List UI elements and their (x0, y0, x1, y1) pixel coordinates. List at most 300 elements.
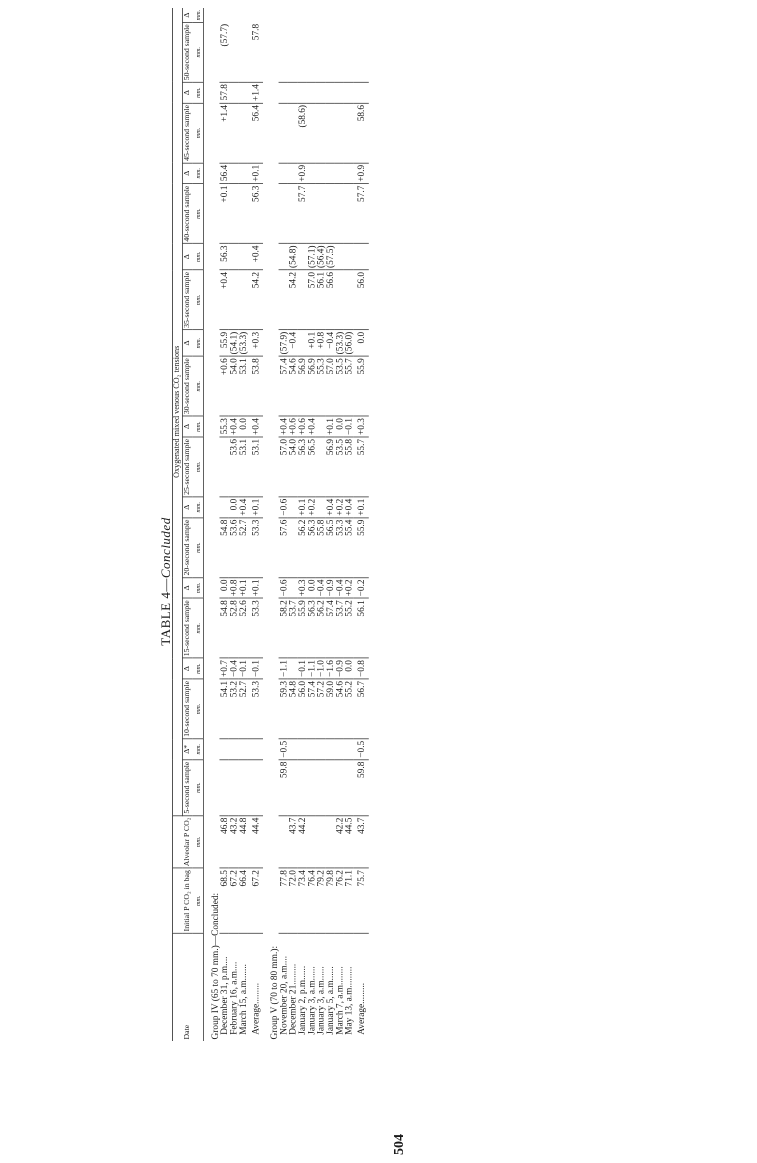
average-row (353, 8, 369, 1041)
table-cell (325, 103, 334, 163)
table-cell (238, 760, 247, 816)
unit-label: mm. (192, 103, 203, 163)
table-cell (353, 22, 369, 82)
table-cell (344, 22, 353, 82)
table-cell: (53.3) (237, 331, 249, 355)
unit-label: mm. (192, 8, 203, 22)
table-cell: 52.7 (238, 679, 247, 739)
table-cell: +0.4 (247, 416, 263, 437)
table-cell: (54.8) (287, 245, 299, 269)
table-cell: −0.1 (343, 418, 355, 436)
table-cell: 56.7 (353, 679, 369, 739)
unit-label: mm. (192, 739, 203, 760)
column-header: Δ (183, 8, 193, 22)
table-cell: 55.9 (219, 330, 228, 356)
table-cell (307, 816, 316, 869)
table-cell: 57.7 (353, 184, 369, 244)
row-label: December 31, p.m.... (218, 956, 230, 1035)
table-cell (229, 22, 238, 82)
table-cell: 52.7 (238, 518, 247, 578)
table-cell: (56.4) (315, 245, 327, 269)
unit-label: mm. (192, 22, 203, 82)
unit-label: mm. (192, 82, 203, 103)
table-row (238, 8, 247, 1041)
table-cell: 46.8 (219, 816, 228, 869)
table-cell: 54.0 (229, 356, 238, 416)
table-cell: 55.2 (344, 598, 353, 658)
table-cell: +0.2 (343, 579, 355, 597)
group-label: Group IV (65 to 70 mm.)—Concluded: (209, 892, 221, 1040)
row-label: January 3, a.m...... (315, 966, 327, 1035)
table-cell (325, 163, 334, 184)
table-cell: 0.0 (344, 658, 353, 679)
table-cell: (57.9) (277, 331, 289, 355)
table-cell: −0.5 (277, 740, 289, 758)
unit-label: mm. (192, 598, 203, 658)
unit-label: mm. (192, 244, 203, 270)
column-header: Δ (183, 577, 193, 598)
oxygenated-header: Oxygenated mixed venous CO₂ tensions (172, 8, 182, 815)
table-cell (316, 184, 325, 244)
table-cell: 53.8 (247, 356, 263, 416)
column-header: Δ* (183, 739, 193, 760)
table-cell (307, 739, 316, 760)
table-cell (344, 103, 353, 163)
table-cell: 57.4 (325, 598, 334, 658)
average-row (247, 8, 263, 1041)
column-header: Δ (183, 497, 193, 518)
table-cell (307, 103, 316, 163)
table-cell: 54.6 (288, 356, 297, 416)
table-cell: 56.4 (247, 103, 263, 163)
table-cell: +0.1 (307, 330, 316, 356)
group-row (263, 8, 279, 1041)
table-cell (335, 760, 344, 816)
table-cell: +0.1 (296, 498, 308, 516)
table-cell (229, 739, 238, 760)
table-cell: 54.2 (247, 270, 263, 330)
table-cell (288, 760, 297, 816)
table-cell (297, 82, 306, 103)
table-cell (344, 82, 353, 103)
table-cell: 66.4 (238, 868, 247, 933)
caption-suffix: Concluded (158, 517, 173, 579)
table-cell: +0.1 (353, 497, 369, 518)
table-cell: 54.8 (288, 679, 297, 739)
table-cell (297, 760, 306, 816)
table-cell: +1.4 (247, 82, 263, 103)
table-cell (238, 22, 247, 82)
table-cell (307, 82, 316, 103)
table-cell (238, 184, 247, 244)
table-cell (229, 270, 238, 330)
table-cell: 54.6 (335, 679, 344, 739)
row-label: March 7, a.m........ (333, 966, 345, 1035)
table-cell: 57.6 (279, 518, 288, 578)
table-cell (316, 816, 325, 869)
table-cell: +0.4 (343, 498, 355, 516)
table-cell: −0.2 (353, 577, 369, 598)
date-header: Date (172, 933, 192, 1041)
table-cell: 54.8 (219, 518, 228, 578)
table-cell: 55.4 (344, 518, 353, 578)
unit-label: mm. (192, 356, 203, 416)
table-cell: 44.8 (238, 816, 247, 869)
row-label: November 20, a.m.... (277, 955, 289, 1035)
table-cell: (56.0) (343, 331, 355, 355)
table-cell (279, 163, 288, 184)
table-cell: −1.0 (315, 660, 327, 678)
table-cell: +0.2 (305, 498, 317, 516)
table-cell (238, 739, 247, 760)
table-cell: 57.0 (307, 270, 316, 330)
group-row (204, 8, 220, 1041)
table-cell: +0.2 (333, 498, 345, 516)
column-header: 40-second sample (182, 185, 192, 242)
table-cell (344, 184, 353, 244)
unit-label: mm. (192, 330, 203, 356)
unit-label: mm. (192, 184, 203, 244)
table-cell (335, 270, 344, 330)
table-cell: 57.4 (307, 679, 316, 739)
table-cell: 53.5 (335, 437, 344, 497)
column-header: 45-second sample (182, 104, 192, 161)
table-cell (238, 103, 247, 163)
table-cell: 44.4 (247, 816, 263, 869)
table-cell: 55.7 (344, 356, 353, 416)
table-cell: 0.0 (335, 416, 344, 437)
table-cell (316, 22, 325, 82)
table-cell (279, 103, 288, 163)
table-cell (316, 760, 325, 816)
table-cell: +0.4 (324, 498, 336, 516)
table-cell (229, 184, 238, 244)
unit-label: mm. (192, 658, 203, 679)
unit-label: mm. (192, 577, 203, 598)
table-cell (307, 760, 316, 816)
table-cell: 53.6 (229, 518, 238, 578)
table-cell: 53.2 (229, 679, 238, 739)
table-cell (238, 82, 247, 103)
table-cell (316, 739, 325, 760)
table-cell: 76.4 (307, 868, 316, 933)
table-cell: −0.4 (333, 579, 345, 597)
table-cell (316, 103, 325, 163)
table-cell: 55.9 (353, 518, 369, 578)
table-cell: +0.1 (324, 418, 336, 436)
row-label: December 21......... (287, 963, 299, 1035)
table-cell: −0.5 (353, 739, 369, 760)
table-cell: 56.3 (219, 244, 228, 270)
table-cell: −0.8 (353, 658, 369, 679)
table-cell (288, 739, 297, 760)
table-cell: 53.1 (238, 356, 247, 416)
column-header: Δ (183, 416, 193, 437)
table-cell: 73.4 (297, 868, 306, 933)
row-label: Average......... (355, 982, 367, 1035)
table-cell: −0.6 (277, 579, 289, 597)
table-cell: 56.0 (297, 679, 306, 739)
table-cell: 54.1 (219, 679, 228, 739)
unit-label: mm. (192, 868, 203, 933)
table-cell: 57.0 (279, 437, 288, 497)
table-cell: 43.7 (353, 816, 369, 869)
table-cell: +0.4 (247, 244, 263, 270)
table-cell: 55.8 (316, 518, 325, 578)
table-cell: −0.6 (277, 498, 289, 516)
data-table (172, 8, 369, 1041)
table-cell: 52.6 (238, 598, 247, 658)
table-cell (335, 739, 344, 760)
table-cell: 57.4 (279, 356, 288, 416)
table-cell: +0.3 (296, 579, 308, 597)
table-cell: 56.4 (219, 163, 228, 184)
table-cell: +0.1 (219, 184, 228, 244)
table-cell (307, 22, 316, 82)
table-cell (344, 163, 353, 184)
table-cell: +1.4 (219, 103, 228, 163)
table-cell: −0.4 (228, 660, 239, 678)
table-cell: 0.0 (219, 577, 228, 598)
alveolar-header: Alveolar P CO₂ (172, 816, 192, 869)
table-cell: 55.3 (219, 416, 228, 437)
table-cell (325, 739, 334, 760)
table-cell (219, 739, 228, 760)
table-cell: 59.8 (279, 760, 288, 816)
row-label: Average......... (249, 982, 261, 1035)
table-cell: +0.3 (353, 416, 369, 437)
table-cell: (58.6) (297, 103, 306, 163)
table-cell (307, 184, 316, 244)
table-cell: 56.1 (316, 270, 325, 330)
table-cell: 56.2 (316, 598, 325, 658)
table-cell: 55.3 (316, 356, 325, 416)
table-cell: 59.0 (325, 679, 334, 739)
column-header: 20-second sample (182, 519, 192, 576)
table-cell: 53.5 (335, 356, 344, 416)
table-cell (288, 22, 297, 82)
unit-label: mm. (192, 518, 203, 578)
unit-label: mm. (192, 163, 203, 184)
table-cell (297, 22, 306, 82)
column-header: Δ (183, 82, 193, 103)
table-cell: 53.3 (247, 518, 263, 578)
table-cell: 54.8 (219, 598, 228, 658)
table-cell (335, 22, 344, 82)
table-cell: 56.9 (297, 356, 306, 416)
table-cell: 71.1 (344, 868, 353, 933)
column-header: 15-second sample (182, 600, 192, 657)
table-cell: 56.6 (325, 270, 334, 330)
table-cell: 56.3 (247, 184, 263, 244)
table-cell: 56.5 (325, 518, 334, 578)
table-cell: +0.4 (219, 270, 228, 330)
unit-label: mm. (192, 760, 203, 816)
table-cell (288, 82, 297, 103)
table-cell: 57.8 (247, 22, 263, 82)
unit-label: mm. (192, 679, 203, 739)
table-cell: 56.9 (307, 356, 316, 416)
table-cell: +0.4 (305, 418, 317, 436)
column-header: Δ (183, 244, 193, 270)
table-cell: 57.2 (316, 679, 325, 739)
column-header: 10-second sample (182, 680, 192, 737)
table-cell: 56.3 (297, 437, 306, 497)
table-cell: 79.2 (316, 868, 325, 933)
table-cell: 67.2 (247, 868, 263, 933)
table-cell (325, 82, 334, 103)
table-cell: 59.3 (279, 679, 288, 739)
table-cell (344, 270, 353, 330)
table-cell: (57.5) (324, 245, 336, 269)
table-cell (353, 244, 369, 270)
column-header: 50-second sample (182, 24, 192, 81)
row-label: January 3, a.m...... (305, 966, 317, 1035)
table-cell: 55.9 (353, 356, 369, 416)
table-cell: 72.0 (288, 868, 297, 933)
table-cell: 53.3 (335, 518, 344, 578)
table-cell: +0.8 (228, 579, 239, 597)
table-cell: 79.8 (325, 868, 334, 933)
row-label: May 13, a.m......... (343, 966, 355, 1035)
table-cell: 77.8 (279, 868, 288, 933)
table-cell: −0.1 (296, 660, 308, 678)
unit-label: mm. (192, 816, 203, 869)
initial-header: Initial P CO₂ in bag (172, 868, 192, 933)
table-cell (316, 163, 325, 184)
table-cell: +0.6 (287, 418, 299, 436)
table-cell: 0.0 (353, 330, 369, 356)
table-cell: 0.0 (307, 577, 316, 598)
table-cell: 43.7 (288, 816, 297, 869)
table-cell (325, 22, 334, 82)
table-cell (335, 103, 344, 163)
table-cell (344, 739, 353, 760)
table-cell: −1.1 (305, 660, 317, 678)
table-cell: +0.1 (237, 579, 249, 597)
table-cell: +0.4 (277, 418, 289, 436)
table-cell (229, 760, 238, 816)
table-cell: +0.4 (228, 418, 239, 436)
table-cell: 56.2 (297, 518, 306, 578)
table-cell: +0.1 (247, 577, 263, 598)
table-row (344, 8, 353, 1041)
row-label: January 5, a.m...... (324, 966, 336, 1035)
table-cell (353, 82, 369, 103)
table-cell: 58.6 (353, 103, 369, 163)
table-cell: 57.7 (297, 184, 306, 244)
table-cell (238, 244, 247, 270)
column-header: 25-second sample (182, 438, 192, 495)
column-header: Δ (183, 658, 193, 679)
table-cell: 42.2 (335, 816, 344, 869)
table-cell: 54.2 (288, 270, 297, 330)
table-cell: +0.1 (247, 163, 263, 184)
table-cell (247, 739, 263, 760)
table-cell: (57.1) (305, 245, 317, 269)
table-cell: 44.2 (297, 816, 306, 869)
column-header: 35-second sample (182, 271, 192, 328)
table-cell: 56.3 (307, 518, 316, 578)
table-cell: (53.3) (333, 331, 345, 355)
table-cell: 55.8 (344, 437, 353, 497)
group-label: Group V (70 to 80 mm.): (268, 945, 280, 1040)
table-cell: 56.1 (353, 598, 369, 658)
table-cell: +0.9 (353, 163, 369, 184)
table-cell (335, 244, 344, 270)
table-cell: +0.6 (296, 418, 308, 436)
table-cell: 54.0 (288, 437, 297, 497)
table-cell: (57.7) (219, 22, 228, 82)
table-cell: 55.7 (353, 437, 369, 497)
table-cell: 76.2 (335, 868, 344, 933)
column-header: 5-second sample (182, 761, 192, 814)
unit-label: mm. (192, 416, 203, 437)
table-cell: 52.8 (229, 598, 238, 658)
unit-label: mm. (192, 497, 203, 518)
table-cell: 53.7 (335, 598, 344, 658)
table-cell (219, 760, 228, 816)
table-cell: −1.1 (277, 660, 289, 678)
table-cell: +0.8 (316, 330, 325, 356)
table-cell: 53.1 (238, 437, 247, 497)
table-cell: +0.7 (218, 660, 230, 678)
row-label: January 2, p.m...... (296, 965, 308, 1035)
table-cell: −0.4 (288, 330, 297, 356)
table-cell: 58.2 (279, 598, 288, 658)
table-cell (279, 82, 288, 103)
table-cell: 57.0 (325, 356, 334, 416)
table-cell (229, 82, 238, 103)
table-cell: 57.8 (219, 82, 228, 103)
column-header: Δ (183, 163, 193, 184)
table-cell: 55.9 (297, 598, 306, 658)
table-cell: −0.9 (324, 579, 336, 597)
table-cell (229, 103, 238, 163)
table-cell: 0.0 (238, 416, 247, 437)
table-cell: +0.1 (247, 497, 263, 518)
table-cell (279, 184, 288, 244)
row-label: March 15, a.m....... (237, 964, 249, 1035)
table-cell: 59.8 (353, 760, 369, 816)
table-cell: 68.5 (219, 868, 228, 933)
table-cell (335, 184, 344, 244)
caption-prefix: TABLE 4— (158, 578, 173, 646)
table-cell: 55.2 (344, 679, 353, 739)
table-cell: 53.1 (247, 437, 263, 497)
table-cell: −0.4 (315, 579, 327, 597)
table-cell: 43.2 (229, 816, 238, 869)
table-cell: +0.4 (237, 498, 249, 516)
table-cell (229, 163, 238, 184)
table-cell: −0.1 (237, 660, 249, 678)
table-cell (316, 82, 325, 103)
table-cell (229, 244, 238, 270)
table-cell: 53.7 (288, 598, 297, 658)
table-cell (238, 163, 247, 184)
table-cell (344, 244, 353, 270)
column-header: 30-second sample (182, 358, 192, 415)
table-cell (247, 760, 263, 816)
row-label: February 16, a.m.... (228, 961, 239, 1035)
page-number: 504 (392, 1134, 407, 1155)
table-cell (238, 270, 247, 330)
table-cell: (54.1) (228, 331, 239, 355)
table-cell: +0.9 (296, 164, 308, 182)
table-cell: 56.0 (353, 270, 369, 330)
table-cell: −0.9 (333, 660, 345, 678)
table-cell: +0.3 (247, 330, 263, 356)
